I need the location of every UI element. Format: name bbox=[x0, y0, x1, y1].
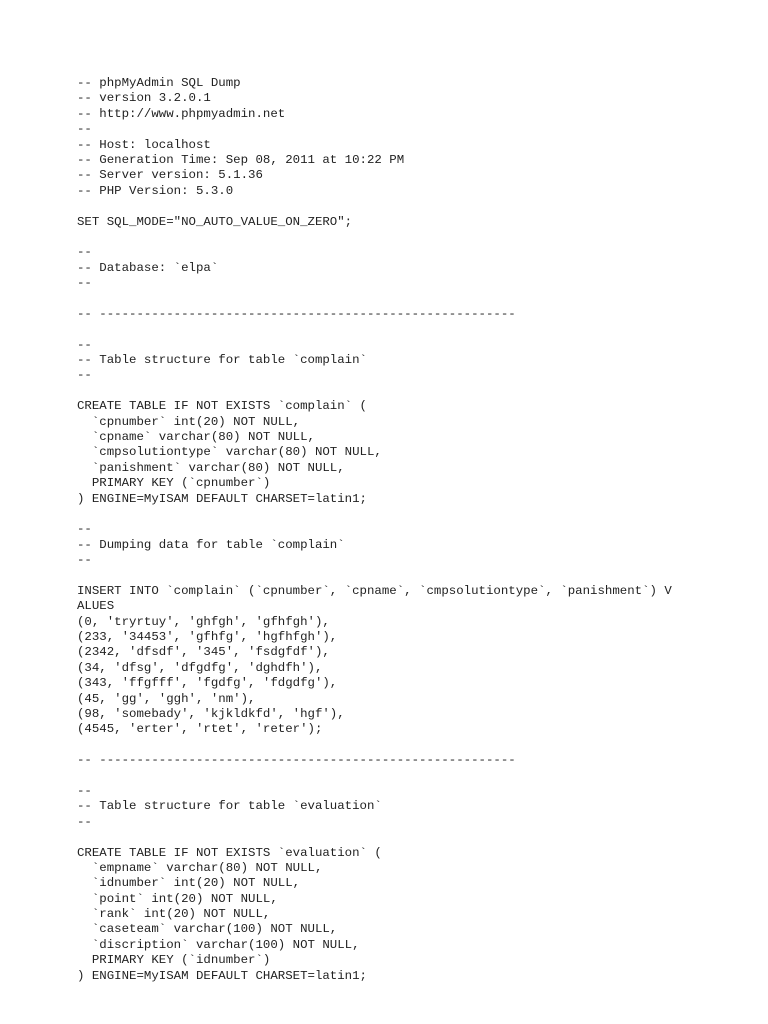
sql-line bbox=[77, 769, 737, 784]
sql-line: `cmpsolutiontype` varchar(80) NOT NULL, bbox=[77, 445, 382, 460]
sql-line bbox=[77, 199, 737, 214]
sql-line: -- Server version: 5.1.36 bbox=[77, 168, 263, 183]
sql-line: (4545, 'erter', 'rtet', 'reter'); bbox=[77, 722, 323, 737]
sql-line: (0, 'tryrtuy', 'ghfgh', 'gfhfgh'), bbox=[77, 614, 330, 629]
sql-line: -- bbox=[77, 522, 92, 537]
sql-line: `caseteam` varchar(100) NOT NULL, bbox=[77, 922, 338, 937]
sql-line: -- bbox=[77, 337, 92, 352]
sql-line: -- bbox=[77, 122, 92, 137]
sql-line: -- bbox=[77, 245, 92, 260]
sql-line: (2342, 'dfsdf', '345', 'fsdgfdf'), bbox=[77, 645, 330, 660]
sql-line: -- phpMyAdmin SQL Dump bbox=[77, 76, 241, 90]
sql-line: (45, 'gg', 'ggh', 'nm'), bbox=[77, 691, 256, 706]
sql-line: -- Generation Time: Sep 08, 2011 at 10:22 PM bbox=[77, 152, 405, 167]
sql-line: `cpname` varchar(80) NOT NULL, bbox=[77, 429, 315, 444]
sql-line: (343, 'ffgfff', 'fgdfg', 'fdgdfg'), bbox=[77, 676, 338, 691]
sql-line: -- bbox=[77, 276, 92, 291]
sql-line: `rank` int(20) NOT NULL, bbox=[77, 907, 271, 922]
sql-line: -- bbox=[77, 368, 92, 383]
sql-line: -- bbox=[77, 553, 92, 568]
sql-line: `point` int(20) NOT NULL, bbox=[77, 891, 278, 906]
sql-line: -- bbox=[77, 814, 92, 829]
sql-line bbox=[77, 230, 737, 245]
sql-line bbox=[77, 830, 737, 845]
sql-line: CREATE TABLE IF NOT EXISTS `evaluation` ( bbox=[77, 845, 382, 860]
sql-line: -- PHP Version: 5.3.0 bbox=[77, 183, 234, 198]
sql-line: `idnumber` int(20) NOT NULL, bbox=[77, 876, 301, 891]
sql-line bbox=[77, 384, 737, 399]
sql-line: -- Host: localhost bbox=[77, 137, 211, 152]
sql-line: -- bbox=[77, 783, 92, 798]
sql-line: -- -------------------------------------------------------- bbox=[77, 753, 516, 768]
sql-line: (98, 'somebady', 'kjkldkfd', 'hgf'), bbox=[77, 707, 345, 722]
sql-line: CREATE TABLE IF NOT EXISTS `complain` ( bbox=[77, 399, 367, 414]
sql-line bbox=[77, 322, 737, 337]
sql-line: -- -------------------------------------------------------- bbox=[77, 306, 516, 321]
sql-line: (233, '34453', 'gfhfg', 'hgfhfgh'), bbox=[77, 630, 338, 645]
sql-line: -- Database: `elpa` bbox=[77, 260, 219, 275]
sql-line: INSERT INTO `complain` (`cpnumber`, `cpname`, `cmpsolutiontype`, `panishment`) V bbox=[77, 583, 672, 598]
sql-line bbox=[77, 291, 737, 306]
sql-line: `discription` varchar(100) NOT NULL, bbox=[77, 937, 360, 952]
sql-line: -- Dumping data for table `complain` bbox=[77, 537, 345, 552]
sql-line: PRIMARY KEY (`cpnumber`) bbox=[77, 476, 271, 491]
sql-line: PRIMARY KEY (`idnumber`) bbox=[77, 953, 271, 968]
sql-line: -- http://www.phpmyadmin.net bbox=[77, 106, 286, 121]
sql-line: `empname` varchar(80) NOT NULL, bbox=[77, 860, 323, 875]
sql-line bbox=[77, 569, 737, 584]
sql-line: ALUES bbox=[77, 599, 115, 614]
sql-line: ) ENGINE=MyISAM DEFAULT CHARSET=latin1; bbox=[77, 491, 367, 506]
sql-line bbox=[77, 738, 737, 753]
sql-line: -- Table structure for table `complain` bbox=[77, 353, 367, 368]
sql-line: -- Table structure for table `evaluation` bbox=[77, 799, 382, 814]
sql-line: ) ENGINE=MyISAM DEFAULT CHARSET=latin1; bbox=[77, 968, 367, 983]
sql-line: SET SQL_MODE="NO_AUTO_VALUE_ON_ZERO"; bbox=[77, 214, 353, 229]
sql-line: (34, 'dfsg', 'dfgdfg', 'dghdfh'), bbox=[77, 660, 323, 675]
sql-line: `panishment` varchar(80) NOT NULL, bbox=[77, 460, 345, 475]
sql-line: -- version 3.2.0.1 bbox=[77, 91, 211, 106]
sql-line: `cpnumber` int(20) NOT NULL, bbox=[77, 414, 301, 429]
sql-line bbox=[77, 507, 737, 522]
sql-dump-document bbox=[77, 76, 737, 984]
